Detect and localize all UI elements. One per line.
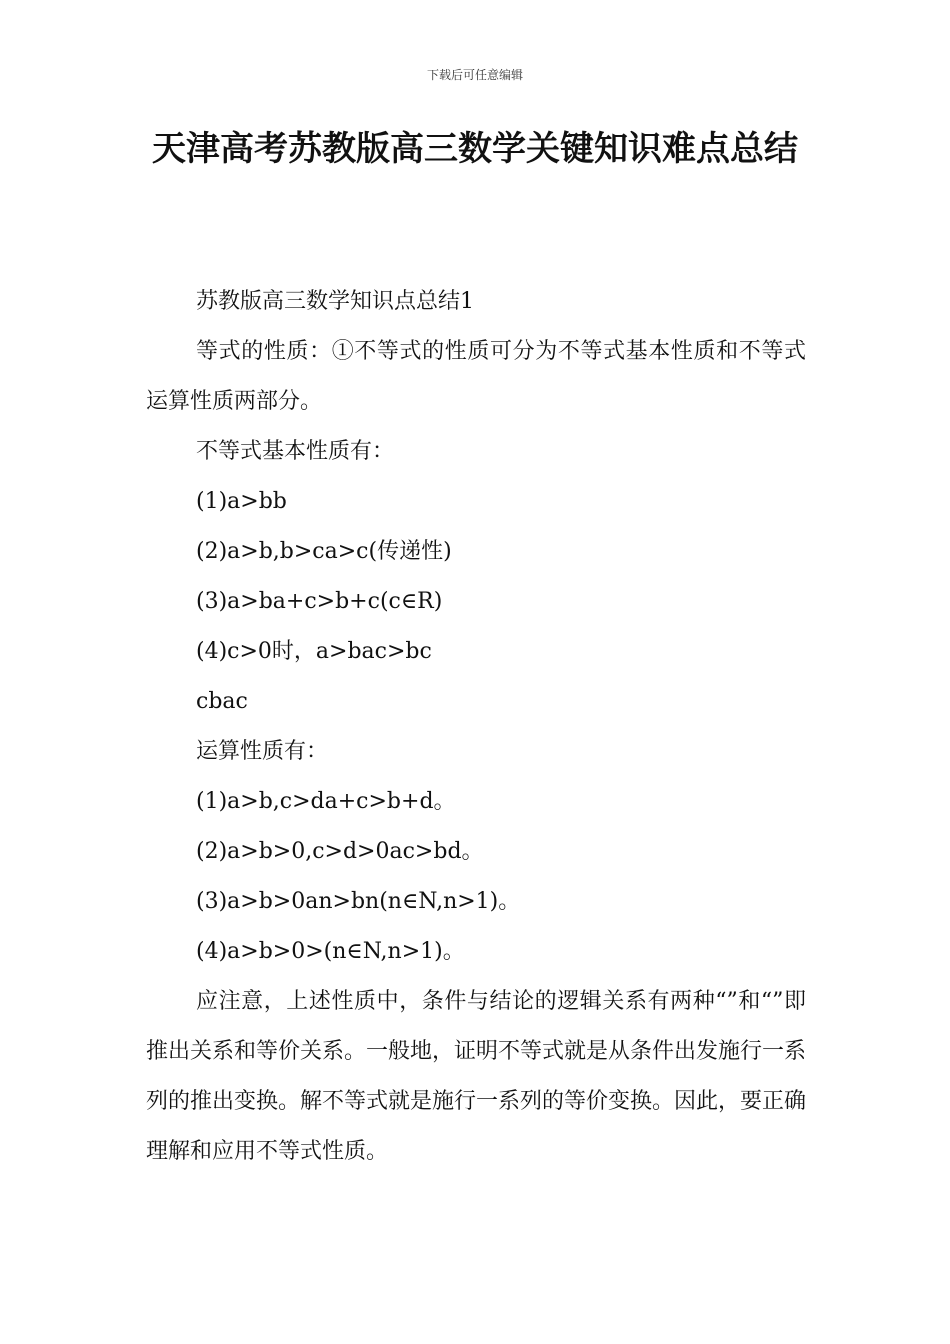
paragraph-intro: 等式的性质：①不等式的性质可分为不等式基本性质和不等式运算性质两部分。 [146, 339, 806, 414]
document-title: 天津高考苏教版高三数学关键知识难点总结 [152, 129, 798, 169]
paragraph-basic-property-2: (2)a>b,b>ca>c(传递性) [196, 539, 452, 564]
paragraph-operation-property-2: (2)a>b>0,c>d>0ac>bd。 [196, 839, 484, 864]
paragraph-basic-property-1: (1)a>bb [196, 489, 287, 514]
document-body [146, 277, 806, 1177]
paragraph-basic-property-3: (3)a>ba+c>b+c(c∈R) [196, 589, 443, 614]
paragraph-basic-property-4: (4)c>0时，a>bac>bc [196, 639, 432, 664]
paragraph-basic-property-4b: cbac [196, 689, 248, 714]
paragraph-note: 应注意，上述性质中，条件与结论的逻辑关系有两种“”和“”即推出关系和等价关系。一般地，证明不等式就是从条件出发施行一系列的推出变换。解不等式就是施行一系列的等价变换。因此，要正确理解和应用不等式性质。 [146, 989, 807, 1164]
paragraph-operation-property-1: (1)a>b,c>da+c>b+d。 [196, 789, 456, 814]
paragraph-operation-property-3: (3)a>b>0an>bn(n∈N,n>1)。 [196, 889, 521, 914]
paragraph-section-heading: 苏教版高三数学知识点总结1 [196, 289, 474, 314]
paragraph-operation-property-4: (4)a>b>0>(n∈N,n>1)。 [196, 939, 465, 964]
paragraph-operation-properties-heading: 运算性质有： [196, 739, 329, 764]
paragraph-basic-properties-heading: 不等式基本性质有： [196, 439, 395, 464]
header-note: 下载后可任意编辑 [426, 68, 523, 82]
